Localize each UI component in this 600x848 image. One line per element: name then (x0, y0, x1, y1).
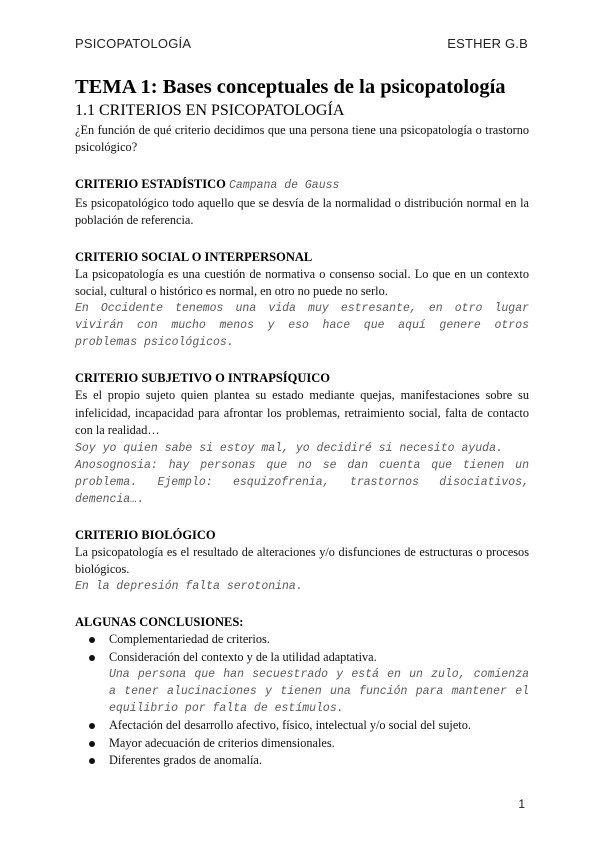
section-heading-text: CRITERIO ESTADÍSTICO (75, 176, 226, 191)
page-number: 1 (518, 797, 525, 811)
section-subjective (75, 369, 529, 507)
list-item (75, 717, 529, 734)
section-text: La psicopatología es el resultado de alteraciones y/o disfunciones de estructuras o procesos biológicos. (75, 544, 529, 577)
section-heading (75, 175, 529, 195)
section-subtitle: 1.1 CRITERIOS EN PSICOPATOLOGÍA (75, 102, 345, 119)
section-social (75, 248, 529, 352)
section-example: En la depresión falta serotonina. (75, 580, 303, 594)
section-heading: ALGUNAS CONCLUSIONES: (75, 615, 244, 630)
list-item-text: Consideración del contexto y de la utilidad adaptativa. (109, 649, 377, 664)
list-item (75, 735, 529, 752)
page-content (75, 74, 529, 770)
list-item-text: Diferentes grados de anomalía. (109, 753, 262, 768)
bullet-icon (89, 741, 95, 747)
bullet-icon (89, 723, 95, 729)
list-item-text: Mayor adecuación de criterios dimensionales. (109, 735, 335, 750)
section-heading: CRITERIO BIOLÓGICO (75, 527, 216, 542)
section-heading: CRITERIO SOCIAL O INTERPERSONAL (75, 249, 313, 264)
intro-question: ¿En función de qué criterio decidimos que una persona tiene una psicopatología o trastorno psicológico? (75, 123, 529, 155)
list-item-text: Afectación del desarrollo afectivo, físico, intelectual y/o social del sujeto. (109, 718, 471, 733)
list-item-example: Una persona que han secuestrado y está en un zulo, comienza a tener alucinaciones y tienen una función para mantener el equilibrio por falta de estímulos. (109, 668, 529, 716)
bullet-icon (89, 758, 95, 764)
section-heading: CRITERIO SUBJETIVO O INTRAPSÍQUICO (75, 371, 331, 386)
header-subject: PSICOPATOLOGÍA (75, 36, 192, 51)
section-example: En Occidente tenemos una vida muy estresante, en otro lugar vivirán con mucho menos y eso hace que aquí genere otros problemas psicológicos. (75, 302, 529, 350)
conclusions-list (75, 631, 529, 769)
section-text: Es psicopatológico todo aquello que se desvía de la normalidad o distribución normal en la población de referencia. (75, 195, 529, 228)
section-heading-note: Campana de Gauss (228, 178, 340, 192)
section-conclusions (75, 613, 529, 769)
page-title: TEMA 1: Bases conceptuales de la psicopatología (75, 76, 506, 98)
list-item (75, 649, 529, 717)
section-text: Es el propio sujeto quien plantea su estado mediante quejas, manifestaciones sobre su infelicidad, incapacidad para afrontar los problemas, retraimiento social, falta de contacto con la realidad… (75, 388, 529, 438)
list-item-text: Complementariedad de criterios. (109, 632, 270, 647)
section-text: La psicopatología es una cuestión de normativa o consenso social. Lo que en un contexto social, cultural o histórico es normal, en otro no puede no serlo. (75, 266, 529, 299)
section-example-anosognosia: Anosognosia: hay personas que no se dan cuenta que tienen un problema. Ejemplo: esquizofrenia, trastornos disociativos, demencia…. (75, 458, 529, 506)
header-author: ESTHER G.B (447, 36, 528, 51)
section-biological (75, 526, 529, 596)
bullet-icon (89, 655, 95, 661)
list-item (75, 752, 529, 769)
bullet-icon (89, 637, 95, 643)
list-item (75, 631, 529, 648)
section-example: Soy yo quien sabe si estoy mal, yo decidiré si necesito ayuda. (75, 441, 503, 455)
section-statistical (75, 175, 529, 230)
